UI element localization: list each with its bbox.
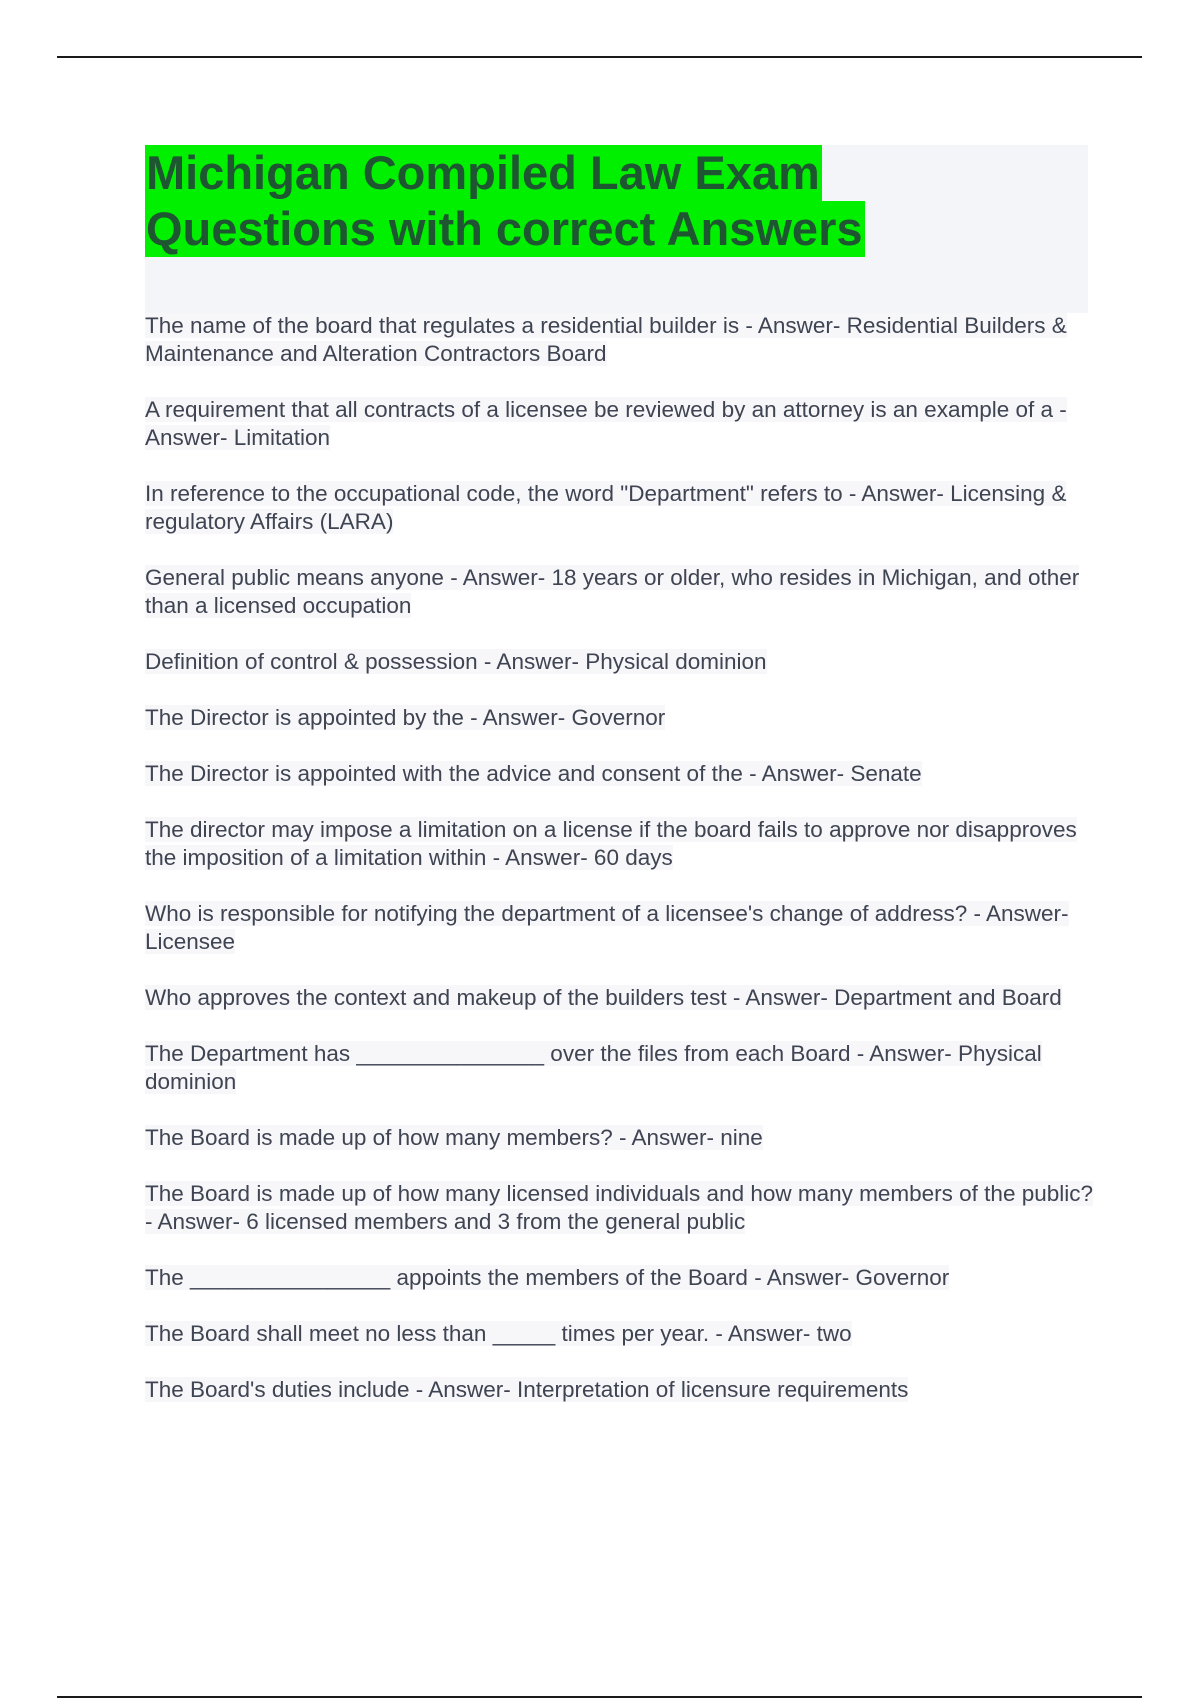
page-title-line-2: Questions with correct Answers	[146, 202, 863, 255]
qa-item: Definition of control & possession - Answer- Physical dominion	[145, 649, 767, 674]
qa-item: The Board's duties include - Answer- Interpretation of licensure requirements	[145, 1377, 909, 1402]
qa-item: The ________________ appoints the members of the Board - Answer- Governor	[145, 1265, 950, 1290]
top-rule	[57, 56, 1142, 58]
qa-item: The Board is made up of how many members? - Answer- nine	[145, 1125, 763, 1150]
qa-item: In reference to the occupational code, the word "Department" refers to - Answer- Licensing & regulatory Affairs (LARA)	[145, 481, 1067, 534]
title-block	[145, 145, 1088, 313]
qa-item: The name of the board that regulates a residential builder is - Answer- Residential Builders & Maintenance and Alteration Contractors Board	[145, 313, 1067, 366]
qa-item: The director may impose a limitation on a license if the board fails to approve nor disapproves the imposition of a limitation within - Answer- 60 days	[145, 817, 1077, 870]
qa-item: The Department has _______________ over the files from each Board - Answer- Physical dominion	[145, 1041, 1042, 1094]
qa-item: A requirement that all contracts of a licensee be reviewed by an attorney is an example of a - Answer- Limitation	[145, 397, 1067, 450]
qa-item: General public means anyone - Answer- 18 years or older, who resides in Michigan, and other than a licensed occupation	[145, 565, 1080, 618]
qa-item: The Director is appointed by the - Answer- Governor	[145, 705, 666, 730]
qa-item: Who is responsible for notifying the department of a licensee's change of address? - Answer- Licensee	[145, 901, 1069, 954]
qa-item: The Board is made up of how many licensed individuals and how many members of the public? - Answer- 6 licensed members and 3 from the general public	[145, 1181, 1094, 1234]
qa-item: The Director is appointed with the advice and consent of the - Answer- Senate	[145, 761, 922, 786]
qa-item: Who approves the context and makeup of the builders test - Answer- Department and Board	[145, 985, 1062, 1010]
qa-item: The Board shall meet no less than _____ times per year. - Answer- two	[145, 1321, 852, 1346]
bottom-rule	[57, 1696, 1142, 1698]
page-title-line-1: Michigan Compiled Law Exam	[146, 146, 820, 199]
qa-list	[145, 312, 1095, 1432]
